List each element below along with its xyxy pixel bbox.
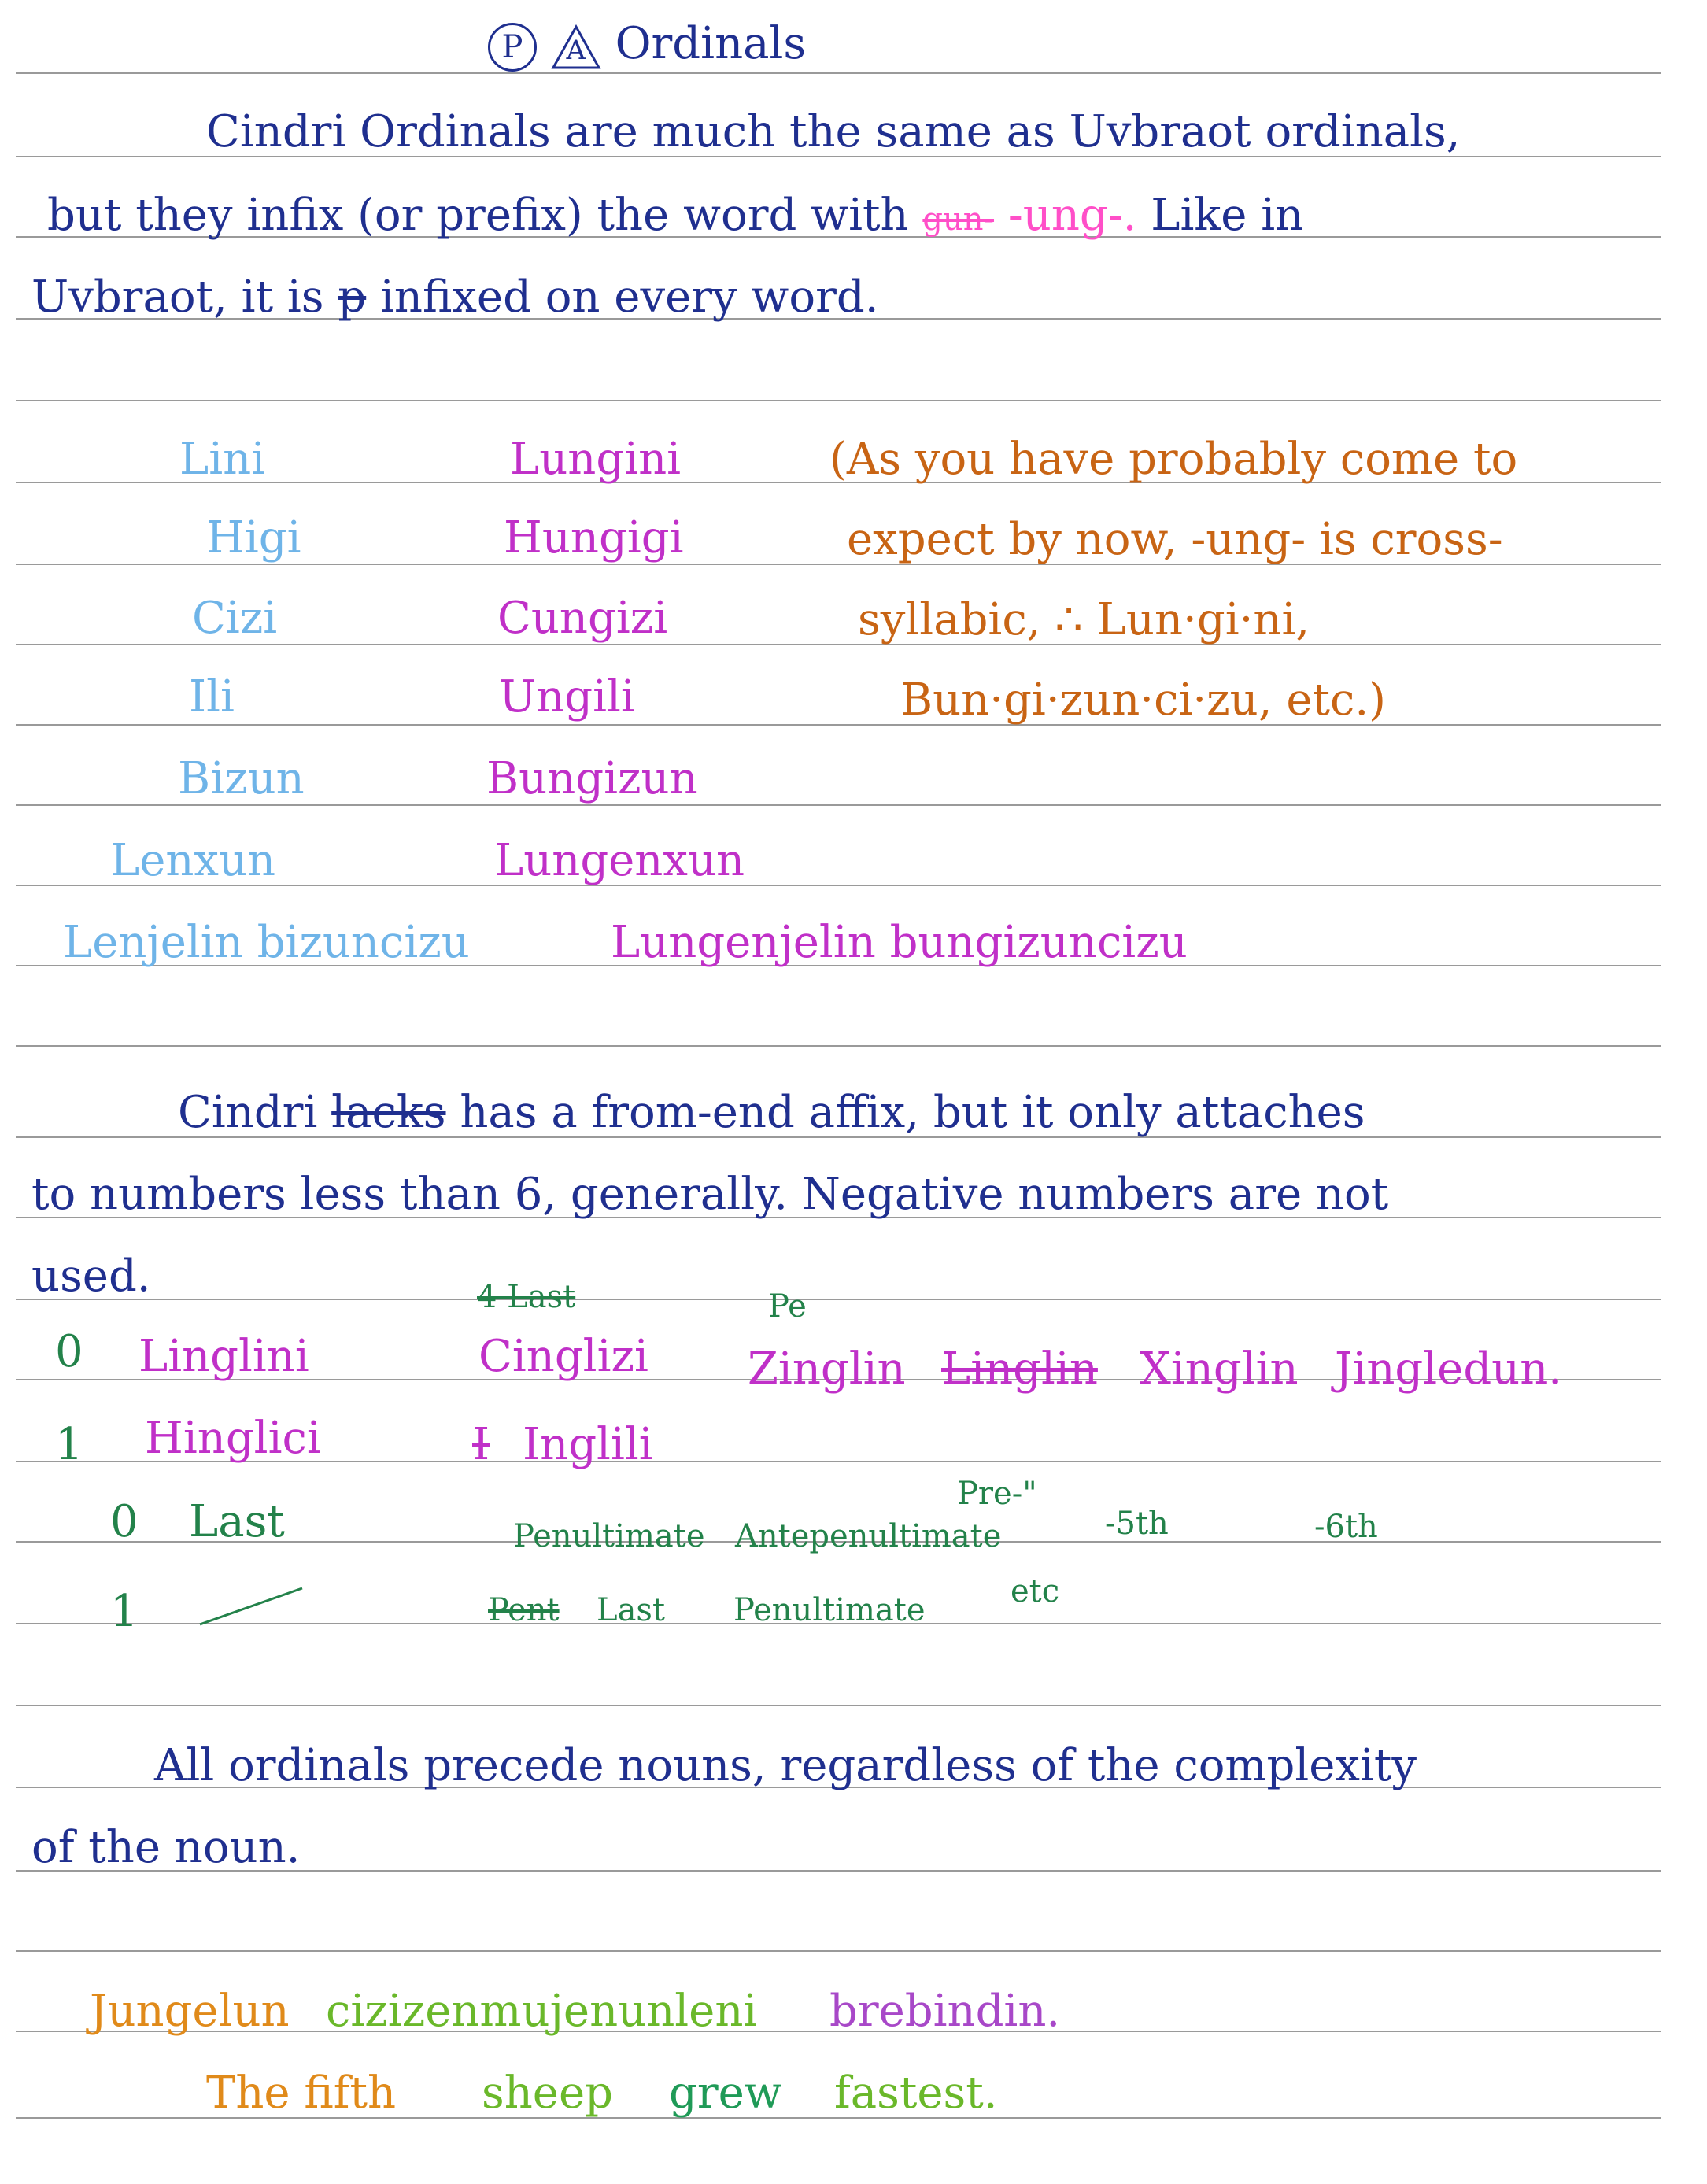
- cardinal-word: Ili: [189, 671, 235, 722]
- para1-line2-text: but they infix (or prefix) the word with: [47, 190, 909, 241]
- ordinal-word: Lungini: [510, 434, 682, 485]
- gloss-word: Penultimate: [733, 1592, 926, 1628]
- para3-line2: of the noun.: [31, 1822, 301, 1873]
- ruled-line: [16, 1705, 1661, 1706]
- para2-line1: [178, 1087, 1365, 1138]
- header-pe: Pe: [768, 1288, 807, 1325]
- triangle-mark-letter: A: [566, 34, 586, 66]
- cardinal-word: Lini: [179, 434, 266, 485]
- gloss1-dash-stroke: [197, 1582, 307, 1629]
- gloss-word: etc: [1011, 1573, 1060, 1609]
- ruled-line: [16, 724, 1661, 726]
- ordinal-word: Ungili: [499, 671, 635, 722]
- cardinal-word: Cizi: [192, 593, 278, 644]
- para1-line3-tail: infixed on every word.: [380, 272, 879, 323]
- from-end-word: Xinglin: [1140, 1343, 1299, 1395]
- ruled-line: [16, 72, 1661, 74]
- translation-word: grew: [669, 2068, 782, 2119]
- ruled-line: [16, 1950, 1661, 1952]
- example-word: cizizenmujenunleni: [326, 1986, 758, 2037]
- cardinal-word: Higi: [206, 512, 301, 564]
- gloss0-index: 0: [110, 1496, 139, 1547]
- affix-ung: -ung-.: [1007, 190, 1137, 241]
- circle-mark: P: [488, 23, 537, 72]
- triangle-mark: [551, 24, 601, 70]
- struck-letter: I: [472, 1419, 490, 1470]
- note-line3: syllabic, ∴ Lun·gi·ni,: [858, 594, 1310, 645]
- struck-word: lacks: [331, 1087, 446, 1138]
- row1-index: 1: [55, 1419, 83, 1470]
- row0-index: 0: [55, 1326, 83, 1377]
- title-text: Ordinals: [615, 18, 807, 69]
- note-line2: expect by now, -ung- is cross-: [847, 514, 1503, 565]
- from-end-word: Inglili: [523, 1419, 653, 1470]
- note-line4: Bun·gi·zun·ci·zu, etc.): [900, 674, 1386, 726]
- cardinal-word: Lenjelin bizuncizu: [63, 917, 470, 968]
- ordinal-word: Lungenjelin bungizuncizu: [611, 917, 1188, 968]
- struck-letter: p: [338, 272, 367, 323]
- cardinal-word: Lenxun: [110, 835, 276, 886]
- translation-word: The fifth: [206, 2068, 397, 2119]
- ruled-line: [16, 644, 1661, 645]
- gloss-word: Antepenultimate: [735, 1518, 1002, 1554]
- gloss1-index: 1: [110, 1586, 139, 1637]
- struck-header: 4 Last: [477, 1279, 576, 1315]
- gloss-word: Penultimate: [513, 1518, 705, 1554]
- note-line1: (As you have probably come to: [829, 434, 1518, 485]
- cardinal-word: Bizun: [178, 753, 305, 804]
- gloss-word: -6th: [1314, 1509, 1378, 1545]
- gloss-word: Last: [189, 1496, 285, 1547]
- struck-affix: gun-: [922, 201, 995, 238]
- para2-line1-tail: has a from-end affix, but it only attaches: [460, 1087, 1365, 1138]
- ordinal-word: Hungigi: [504, 512, 684, 564]
- ordinal-word: Bungizun: [486, 753, 698, 804]
- para1-line3: [31, 272, 879, 323]
- para1-line3-text: Uvbraot, it is: [31, 272, 324, 323]
- example-word: Jungelun: [90, 1986, 290, 2037]
- para3-line1: All ordinals precede nouns, regardless of the complexity: [154, 1740, 1417, 1791]
- page-title: [488, 18, 807, 72]
- from-end-word: Hinglici: [145, 1413, 321, 1464]
- para2-line1-text: Cindri: [178, 1087, 318, 1138]
- ordinal-word: Cungizi: [497, 593, 668, 644]
- struck-word: Pent: [488, 1592, 560, 1628]
- para2-line2: to numbers less than 6, generally. Negative numbers are not: [31, 1169, 1389, 1220]
- translation-word: fastest.: [834, 2068, 998, 2119]
- ruled-line: [16, 1299, 1661, 1300]
- example-word: brebindin.: [829, 1986, 1061, 2037]
- from-end-word: Jingledun.: [1335, 1343, 1563, 1395]
- gloss-word: Last: [597, 1592, 666, 1628]
- gloss-word: Pre-": [957, 1476, 1037, 1512]
- from-end-word: Zinglin: [748, 1343, 906, 1395]
- ruled-line: [16, 400, 1661, 401]
- para2-line3: used.: [31, 1251, 151, 1302]
- para1-line1: Cindri Ordinals are much the same as Uvbraot ordinals,: [206, 106, 1461, 157]
- struck-word: Linglin: [941, 1343, 1098, 1395]
- ruled-line: [16, 804, 1661, 806]
- from-end-word: Cinglizi: [478, 1331, 648, 1382]
- from-end-word: Linglini: [139, 1331, 309, 1382]
- gloss-word: -5th: [1105, 1506, 1169, 1542]
- ruled-line: [16, 1045, 1661, 1047]
- para1-line2-tail: Like in: [1151, 190, 1304, 241]
- ordinal-word: Lungenxun: [494, 835, 745, 886]
- translation-word: sheep: [482, 2068, 613, 2119]
- para1-line2: [47, 190, 1304, 241]
